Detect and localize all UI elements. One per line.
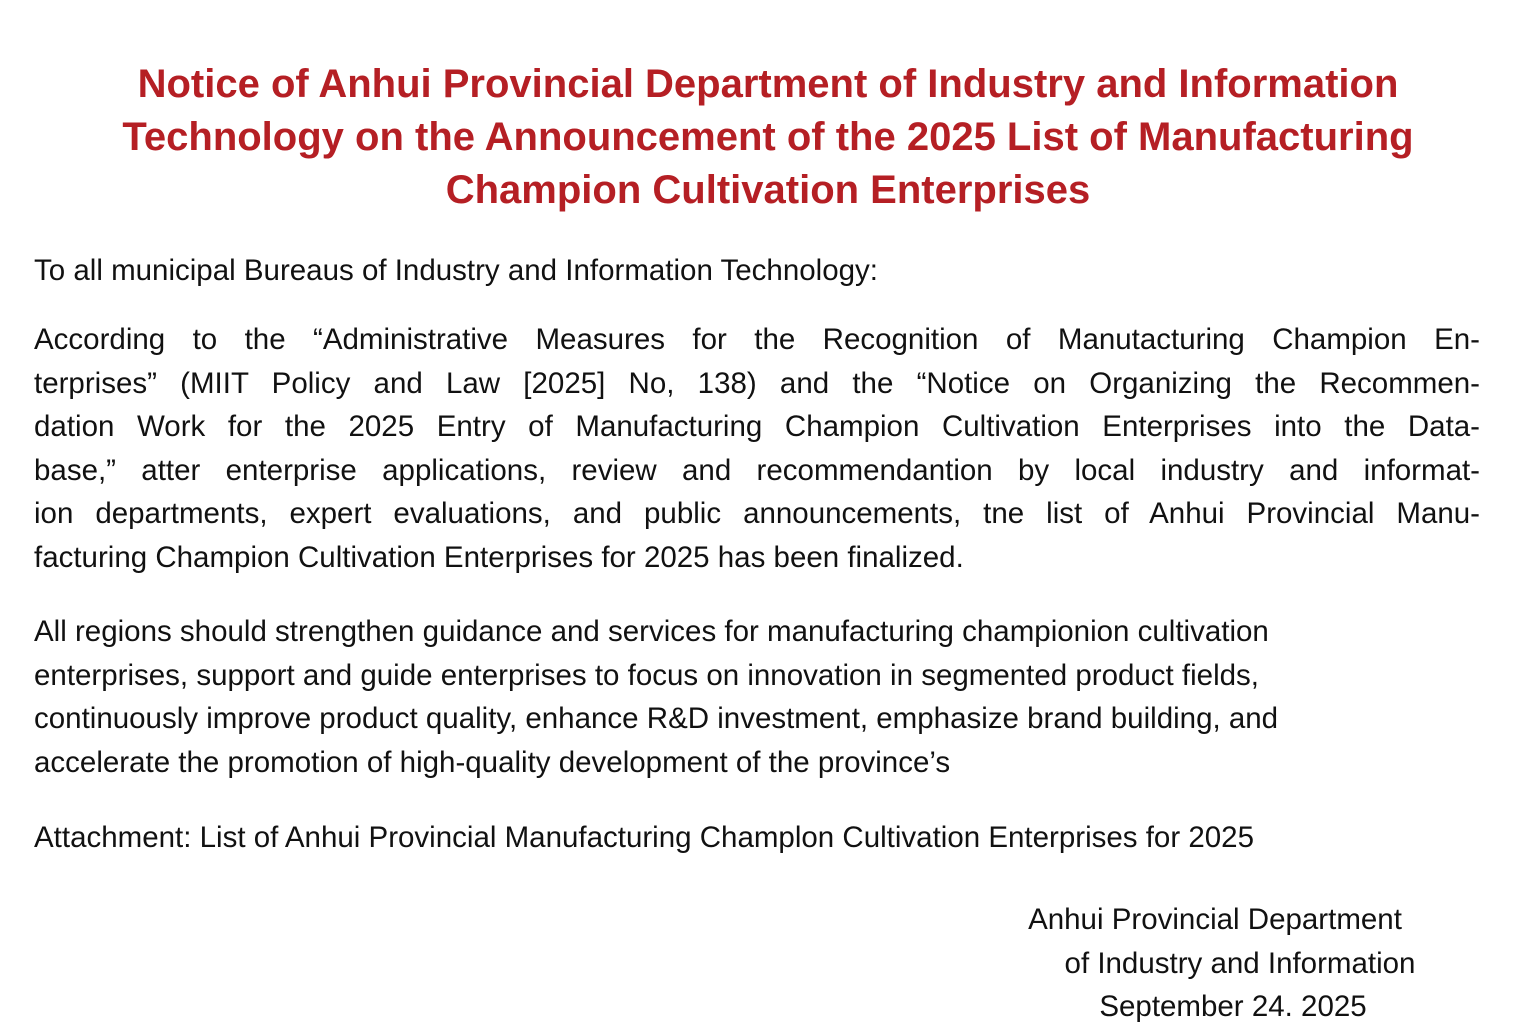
paragraph-1-line: ion departments, expert evaluations, and public announcements, tne list of Anhui Provincial Manu- — [34, 497, 1480, 530]
paragraph-2 — [34, 610, 1480, 784]
paragraph-1 — [34, 318, 1480, 579]
signature-date: September 24. 2025 — [1099, 990, 1367, 1023]
paragraph-1-line: According to the “Administrative Measures for the Recognition of Manutacturing Champion En- — [34, 323, 1480, 356]
paragraph-1-line: facturing Champion Cultivation Enterprises for 2025 has been finalized. — [34, 540, 964, 574]
title-line-2: Technology on the Announcement of the 2025 List of Manufacturing — [122, 115, 1414, 159]
paragraph-2-line: enterprises, support and guide enterprises to focus on innovation in segmented product fields, — [34, 658, 1259, 692]
attachment-line — [34, 816, 1480, 860]
paragraph-1-line: base,” atter enterprise applications, review and recommendantion by local industry and informat- — [34, 453, 1480, 487]
notice-title — [40, 58, 1496, 217]
salutation-text: To all municipal Bureaus of Industry and Information Technology: — [34, 254, 878, 287]
paragraph-2-line: continuously improve product quality, enhance R&D investment, emphasize brand building, and — [34, 702, 1279, 735]
salutation — [34, 249, 1480, 293]
signature-department-line-1: Anhui Provincial Department — [1028, 903, 1402, 936]
title-line-1: Notice of Anhui Provincial Department of Industry and Information — [137, 62, 1399, 106]
signature-block — [960, 898, 1482, 1024]
paragraph-2-line: accelerate the promotion of high-quality development of the province’s — [34, 745, 951, 779]
title-line-3: Champion Cultivation Enterprises — [445, 168, 1091, 212]
paragraph-1-line: dation Work for the 2025 Entry of Manufacturing Champion Cultivation Enterprises into the Data- — [34, 410, 1480, 443]
signature-department-line-2: of Industry and Information — [1064, 946, 1416, 980]
paragraph-1-line: terprises” (MIIT Policy and Law [2025] No, 138) and the “Notice on Organizing the Recommen- — [34, 366, 1480, 400]
attachment-text: Attachment: List of Anhui Provincial Manufacturing Champlon Cultivation Enterprises for 2025 — [34, 821, 1254, 854]
paragraph-2-line: All regions should strengthen guidance and services for manufacturing championion cultivation — [34, 615, 1269, 648]
